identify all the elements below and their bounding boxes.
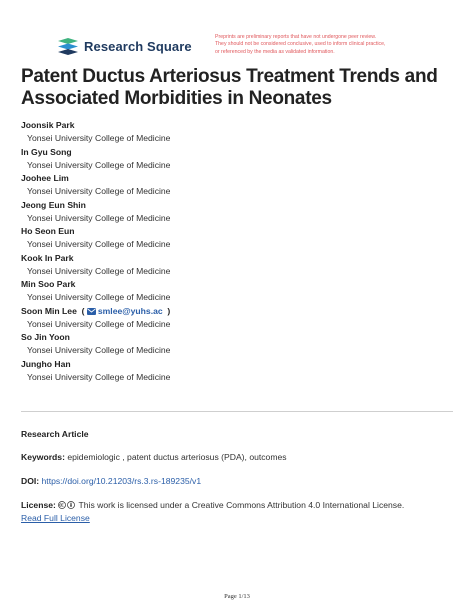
disclaimer-line: Preprints are preliminary reports that have not undergone peer review. (215, 34, 377, 40)
author-name: Jungho Han (21, 358, 71, 369)
author-entry (21, 119, 451, 146)
author-affiliation: Yonsei University College of Medicine (27, 186, 171, 196)
author-affiliation: Yonsei University College of Medicine (27, 265, 171, 276)
author-affiliation: Yonsei University College of Medicine (27, 159, 171, 170)
author-entry (21, 278, 451, 305)
author-name: Jeong Eun Shin (21, 199, 86, 210)
author-name: Joonsik Park (21, 120, 75, 130)
author-affiliation: Yonsei University College of Medicine (27, 212, 171, 223)
author-name: Joohee Lim (21, 173, 69, 183)
license-label: License: (21, 500, 56, 510)
page-number: Page 1/13 (224, 593, 250, 600)
author-entry (21, 252, 451, 279)
author-entry (21, 225, 451, 252)
paren-open: ( (79, 305, 85, 316)
author-name: In Gyu Song (21, 146, 72, 157)
author-affiliation: Yonsei University College of Medicine (27, 318, 171, 329)
author-entry (21, 172, 451, 199)
author-entry (21, 331, 451, 358)
preprint-disclaimer (215, 34, 435, 56)
corresponding-author-name (21, 305, 451, 318)
research-square-logo-icon (57, 38, 79, 55)
license-text: This work is licensed under a Creative Commons Attribution 4.0 International License. (78, 500, 405, 510)
author-affiliation: Yonsei University College of Medicine (27, 133, 171, 143)
author-affiliation: Yonsei University College of Medicine (27, 371, 171, 382)
read-full-license-link[interactable]: Read Full License (21, 513, 90, 523)
by-icon (67, 501, 75, 509)
author-name: Ho Seon Eun (21, 226, 75, 236)
paper-title: Patent Ductus Arteriosus Treatment Trends and Associated Morbidities in Neonates (21, 66, 438, 109)
cc-icon (58, 501, 66, 509)
doi-link[interactable]: https://doi.org/10.21203/rs.3.rs-189235/v1 (41, 476, 202, 486)
keywords-label: Keywords: (21, 452, 65, 462)
keywords-line (21, 451, 461, 463)
author-entry (21, 305, 451, 332)
logo-text: Research Square (84, 39, 192, 54)
mail-icon (87, 308, 96, 315)
author-list (21, 119, 451, 384)
paren-close: ) (165, 305, 171, 316)
author-affiliation: Yonsei University College of Medicine (27, 239, 171, 249)
section-divider (21, 411, 453, 412)
doi-label: DOI: (21, 476, 40, 486)
disclaimer-line: or referenced by the media as validated information. (215, 48, 335, 55)
author-entry (21, 146, 451, 173)
license-line (21, 499, 461, 524)
author-entry (21, 358, 451, 385)
disclaimer-line: They should not be considered conclusive, used to inform clinical practice, (215, 41, 386, 48)
author-name: Soon Min Lee (21, 305, 77, 316)
author-affiliation: Yonsei University College of Medicine (27, 345, 171, 355)
author-name: So Jin Yoon (21, 332, 70, 342)
keywords-value: epidemiologic , patent ductus arteriosus (PDA), outcomes (67, 452, 287, 462)
author-name: Kook In Park (21, 252, 74, 263)
article-type: Research Article (21, 429, 89, 439)
research-square-logo[interactable] (57, 38, 192, 55)
doi-line (21, 475, 461, 487)
author-affiliation: Yonsei University College of Medicine (27, 292, 171, 302)
author-name: Min Soo Park (21, 279, 76, 289)
author-email-link[interactable] (87, 306, 163, 316)
author-entry (21, 199, 451, 226)
author-email: smlee@yuhs.ac (97, 305, 163, 316)
